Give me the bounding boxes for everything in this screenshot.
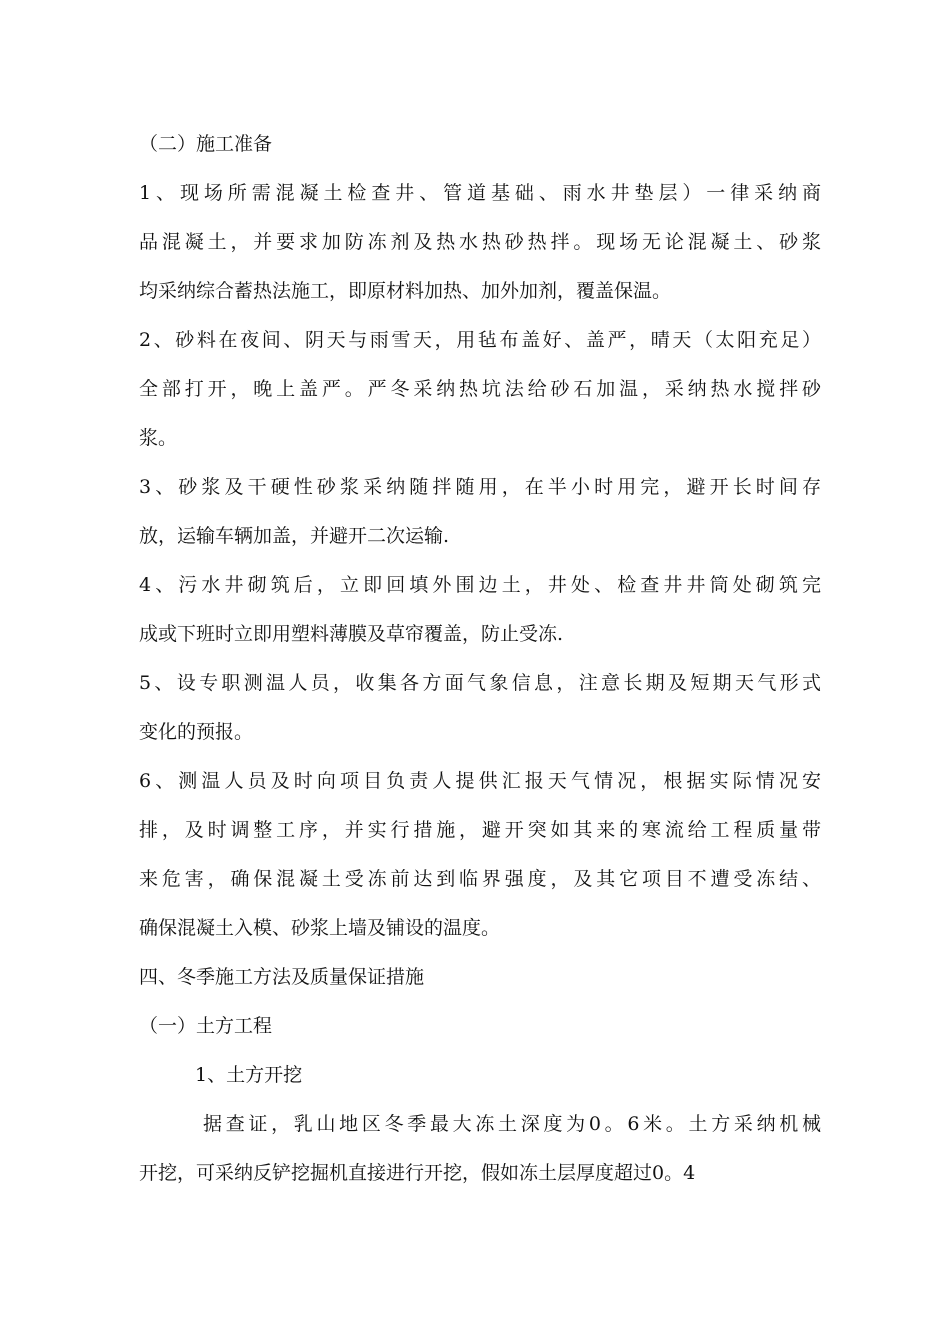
- paragraph-line: 2、砂料在夜间、阴天与雨雪天，用毡布盖好、盖严，晴天（太阳充足）: [139, 329, 821, 351]
- paragraph-line: 排，及时调整工序，并实行措施，避开突如其来的寒流给工程质量带: [139, 819, 821, 841]
- paragraph-line: 放，运输车辆加盖，并避开二次运输.: [139, 525, 450, 547]
- paragraph-line: 全部打开，晚上盖严。严冬采纳热坑法给砂石加温，采纳热水搅拌砂: [139, 378, 821, 400]
- paragraph-line: 成或下班时立即用塑料薄膜及草帘覆盖，防止受冻.: [139, 623, 564, 645]
- paragraph-line: 1、现场所需混凝土检查井、管道基础、雨水井垫层）一律采纳商: [139, 182, 821, 204]
- paragraph-line: 均采纳综合蓄热法施工，即原材料加热、加外加剂，覆盖保温。: [139, 280, 672, 302]
- section-heading-winter-methods: 四、冬季施工方法及质量保证措施: [139, 966, 425, 988]
- paragraph-line: 来危害，确保混凝土受冻前达到临界强度，及其它项目不遭受冻结、: [139, 868, 821, 890]
- document-body: [139, 120, 821, 1198]
- paragraph-line: 浆。: [139, 427, 178, 449]
- subitem-heading-excavation: 1、土方开挖: [195, 1064, 303, 1086]
- paragraph-line: 6、测温人员及时向项目负责人提供汇报天气情况，根据实际情况安: [139, 770, 821, 792]
- paragraph-line: 品混凝土，并要求加防冻剂及热水热砂热拌。现场无论混凝土、砂浆: [139, 231, 821, 253]
- paragraph-line: 3、砂浆及干硬性砂浆采纳随拌随用，在半小时用完，避开长时间存: [139, 476, 821, 498]
- subsection-heading-earthwork: （一）土方工程: [139, 1015, 273, 1037]
- paragraph-line: 确保混凝土入模、砂浆上墙及铺设的温度。: [139, 917, 501, 939]
- paragraph-line: 4、污水井砌筑后，立即回填外围边土，井处、检查井井筒处砌筑完: [139, 574, 821, 596]
- paragraph-line: 变化的预报。: [139, 721, 254, 743]
- section-heading-construction-prep: （二）施工准备: [139, 133, 273, 155]
- paragraph-line: 据查证，乳山地区冬季最大冻土深度为0。6米。土方采纳机械: [203, 1113, 821, 1135]
- paragraph-line: 5、设专职测温人员，收集各方面气象信息，注意长期及短期天气形式: [139, 672, 821, 694]
- paragraph-line: 开挖，可采纳反铲挖掘机直接进行开挖，假如冻土层厚度超过0。4: [139, 1162, 696, 1184]
